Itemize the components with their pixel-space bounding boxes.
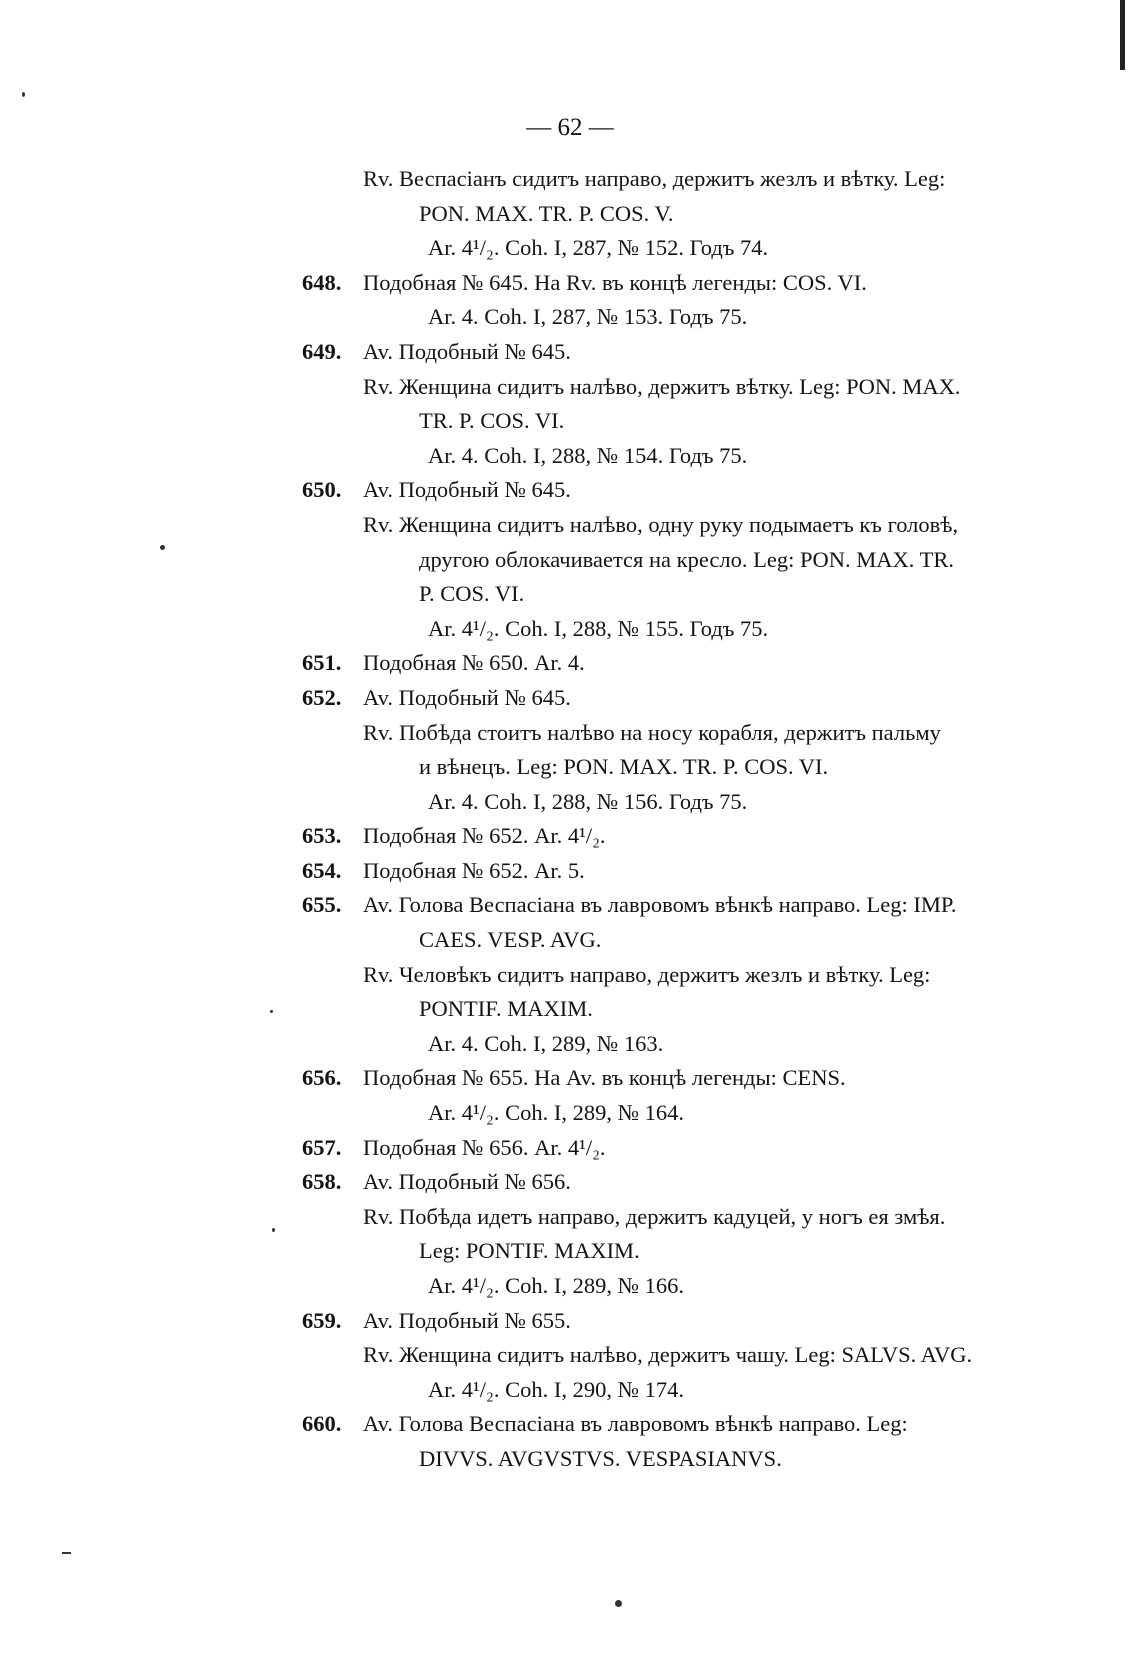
coin-reference: Ar. 4¹/₂. Coh. I, 290, № 174. [428, 1376, 685, 1402]
scan-speck [160, 545, 165, 550]
scan-speck [62, 1552, 71, 1554]
entry-text: Rv. Женщина сидитъ налѣво, держитъ чашу. Leg: SALVS. AVG. [363, 1342, 973, 1368]
catalog-line [0, 266, 1140, 301]
entry-text: другою облокачивается на кресло. Leg: PON. MAX. TR. [419, 546, 954, 572]
entry-text: Rv. Веспасіанъ сидитъ направо, держитъ жезлъ и вѣтку. Leg: [363, 166, 946, 191]
catalog-line [0, 1027, 1140, 1062]
entry-text: Подобная № 655. На Av. въ концѣ легенды: CENS. [363, 1065, 846, 1091]
entry-text: PON. MAX. TR. P. COS. V. [419, 200, 674, 226]
catalog-line [0, 1442, 1140, 1477]
entry-number: 651. [302, 650, 342, 676]
entry-number: 658. [302, 1169, 342, 1195]
entry-text: Av. Подобный № 645. [363, 477, 571, 503]
entry-text: Rv. Человѣкъ сидитъ направо, держитъ жезлъ и вѣтку. Leg: [363, 961, 931, 987]
entry-number: 650. [302, 477, 342, 503]
catalog-line [0, 300, 1140, 335]
catalog-line [0, 681, 1140, 716]
entry-text: Подобная № 645. На Rv. въ концѣ легенды: COS. VI. [363, 269, 867, 295]
catalog-line [0, 1304, 1140, 1339]
entry-number: 653. [302, 823, 342, 849]
coin-reference: Ar. 4¹/₂. Coh. I, 288, № 155. Годъ 75. [428, 615, 769, 641]
catalog-line [0, 992, 1140, 1027]
catalog-line [0, 231, 1140, 266]
entry-text: Rv. Побѣда стоитъ налѣво на носу корабля, держитъ пальму [363, 719, 941, 745]
catalog-line [0, 1338, 1140, 1373]
entry-text: Leg: PONTIF. MAXIM. [419, 1238, 640, 1264]
page-number: — 62 — [526, 114, 614, 141]
coin-reference: Ar. 4¹/₂. Coh. I, 289, № 164. [428, 1100, 685, 1126]
entry-number: 660. [302, 1411, 342, 1437]
coin-reference: Ar. 4¹/₂. Coh. I, 289, № 166. [428, 1273, 685, 1298]
entry-number: 659. [302, 1307, 342, 1333]
entry-text: Av. Подобный № 645. [363, 684, 571, 710]
catalog-line [0, 1165, 1140, 1200]
entry-number: 654. [302, 857, 342, 883]
entry-text: и вѣнецъ. Leg: PON. MAX. TR. P. COS. VI. [419, 754, 829, 780]
entry-text: Av. Подобный № 645. [363, 338, 571, 364]
entry-text: PONTIF. MAXIM. [419, 996, 593, 1022]
entry-text: Av. Подобный № 655. [363, 1307, 571, 1333]
catalog-line [0, 1096, 1140, 1131]
catalog-line [0, 473, 1140, 508]
coin-reference: Ar. 4. Coh. I, 288, № 156. Годъ 75. [428, 788, 748, 814]
catalog-line [0, 1269, 1140, 1304]
catalog-line [0, 508, 1140, 543]
entry-text: Rv. Женщина сидитъ налѣво, одну руку подымаетъ къ головѣ, [363, 511, 959, 537]
catalog-line [0, 404, 1140, 439]
entry-text: Rv. Женщина сидитъ налѣво, держитъ вѣтку. Leg: PON. MAX. [363, 373, 961, 399]
entry-text: Rv. Побѣда идетъ направо, держитъ кадуцей, у ногъ ея змѣя. [363, 1203, 946, 1229]
catalog-line [0, 923, 1140, 958]
catalog-line [0, 197, 1140, 232]
catalog-line [0, 888, 1140, 923]
catalog-line [0, 543, 1140, 578]
catalog-line [0, 370, 1140, 405]
entry-number: 652. [302, 684, 342, 710]
catalog-line [0, 716, 1140, 751]
scan-speck [270, 1010, 273, 1013]
entry-text: Av. Подобный № 656. [363, 1169, 571, 1195]
entry-text: Подобная № 652. Ar. 4¹/₂. [363, 823, 606, 849]
catalog-line [0, 958, 1140, 993]
catalog-line [0, 1234, 1140, 1269]
entry-number: 648. [302, 269, 342, 295]
coin-reference: Ar. 4. Coh. I, 288, № 154. Годъ 75. [428, 442, 748, 468]
catalog-line [0, 1200, 1140, 1235]
scan-speck [22, 92, 25, 97]
entry-text: DIVVS. AVGVSTVS. VESPASIANVS. [419, 1445, 782, 1471]
entry-text: TR. P. COS. VI. [419, 408, 565, 434]
entry-number: 655. [302, 892, 342, 918]
catalog-line [0, 612, 1140, 647]
entry-number: 656. [302, 1065, 342, 1091]
scan-edge-mark [1120, 0, 1125, 70]
coin-reference: Ar. 4¹/₂. Coh. I, 287, № 152. Годъ 74. [428, 235, 769, 261]
catalog-line [0, 646, 1140, 681]
coin-reference: Ar. 4. Coh. I, 289, № 163. [428, 1030, 664, 1056]
scan-speck [272, 1228, 275, 1232]
catalog-line [0, 854, 1140, 889]
catalog-line [0, 1061, 1140, 1096]
catalog-line [0, 439, 1140, 474]
entry-text: Подобная № 652. Ar. 5. [363, 857, 585, 883]
entry-number: 649. [302, 338, 342, 364]
entry-text: Av. Голова Веспасіана въ лавровомъ вѣнкѣ направо. Leg: IMP. [363, 892, 957, 918]
entry-text: CAES. VESP. AVG. [419, 927, 602, 953]
catalog-line [0, 335, 1140, 370]
entry-text: Подобная № 650. Ar. 4. [363, 650, 585, 676]
catalog-line [0, 750, 1140, 785]
catalog-entries [0, 162, 1140, 1477]
catalog-line [0, 1131, 1140, 1166]
catalog-line [0, 819, 1140, 854]
coin-reference: Ar. 4. Coh. I, 287, № 153. Годъ 75. [428, 304, 748, 330]
entry-number: 657. [302, 1134, 342, 1160]
entry-text: Av. Голова Веспасіана въ лавровомъ вѣнкѣ направо. Leg: [363, 1411, 908, 1437]
catalog-line [0, 785, 1140, 820]
catalog-line [0, 162, 1140, 197]
entry-text: P. COS. VI. [419, 581, 525, 607]
entry-text: Подобная № 656. Ar. 4¹/₂. [363, 1134, 606, 1160]
catalog-line [0, 1407, 1140, 1442]
catalog-line [0, 577, 1140, 612]
catalog-line [0, 1373, 1140, 1408]
scan-speck [615, 1600, 622, 1607]
